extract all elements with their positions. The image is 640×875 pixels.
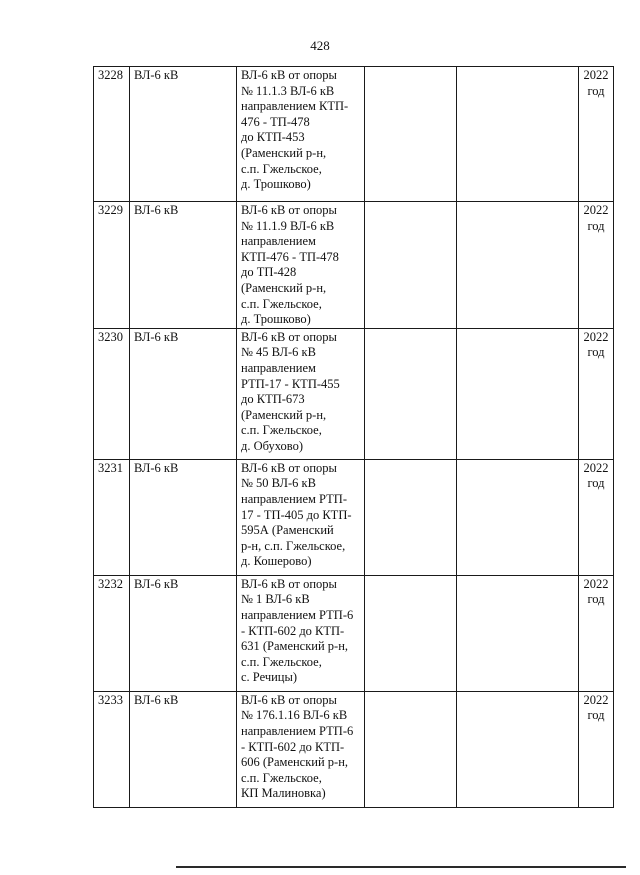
year-value: 2022 [583,692,609,707]
empty-cell [365,575,457,691]
year-value: 2022 [583,576,609,591]
description-line: с. Речицы) [241,670,298,685]
empty-cell [365,691,457,807]
object-description-cell [237,328,365,459]
description-line: № 1 ВЛ-6 кВ [241,592,310,607]
table-row [94,202,614,329]
table-row [94,67,614,202]
description-line: № 176.1.16 ВЛ-6 кВ [241,708,348,723]
row-number-cell: 3231 [94,459,130,575]
description-line: д. Кошерово) [241,554,312,569]
year-value: 2022 [583,329,609,344]
empty-cell [457,328,579,459]
description-line: до ТП-428 [241,265,297,280]
description-line: с.п. Гжельское, [241,770,322,785]
description-line: РТП-17 - КТП-455 [241,376,340,391]
year-unit: год [587,476,605,491]
description-line: 17 - ТП-405 до КТП- [241,507,352,522]
registry-table [93,66,614,808]
description-line: 606 (Раменский р-н, [241,755,349,770]
description-line: направлением [241,360,316,375]
description-line: ВЛ-6 кВ от опоры [241,329,337,344]
empty-cell [365,328,457,459]
year-cell [579,691,614,807]
object-type-cell: ВЛ-6 кВ [130,202,237,329]
year-cell [579,459,614,575]
description-line: д. Трошково) [241,312,311,327]
table-row [94,575,614,691]
year-cell [579,575,614,691]
description-line: направлением РТП-6 [241,723,354,738]
description-line: направлением РТП- [241,491,347,506]
description-line: с.п. Гжельское, [241,654,322,669]
description-line: д. Обухово) [241,438,304,453]
row-number-cell: 3230 [94,328,130,459]
year-cell [579,328,614,459]
description-line: ВЛ-6 кВ от опоры [241,203,337,217]
row-number-cell: 3228 [94,67,130,202]
object-type-cell: ВЛ-6 кВ [130,459,237,575]
year-unit: год [587,83,605,98]
object-description-cell [237,459,365,575]
registry-table-body [94,67,614,808]
description-line: КП Малиновка) [241,786,326,801]
description-line: (Раменский р-н, [241,145,327,160]
year-unit: год [587,345,605,360]
year-value: 2022 [583,460,609,475]
year-unit: год [587,592,605,607]
description-line: направлением [241,234,316,249]
row-number-cell: 3233 [94,691,130,807]
year-value: 2022 [583,68,609,82]
description-line: 631 (Раменский р-н, [241,639,349,654]
description-line: направлением РТП-6 [241,607,354,622]
year-cell [579,67,614,202]
description-line: д. Трошково) [241,177,311,192]
empty-cell [365,202,457,329]
description-line: с.п. Гжельское, [241,161,322,176]
table-row [94,328,614,459]
empty-cell [457,67,579,202]
description-line: № 11.1.9 ВЛ-6 кВ [241,218,335,233]
year-cell [579,202,614,329]
description-line: № 11.1.3 ВЛ-6 кВ [241,83,335,98]
description-line: КТП-476 - ТП-478 [241,249,339,264]
description-line: с.п. Гжельское, [241,423,322,438]
object-description-cell [237,575,365,691]
object-type-cell: ВЛ-6 кВ [130,328,237,459]
table-row [94,459,614,575]
description-line: направлением КТП- [241,99,349,114]
row-number-cell: 3232 [94,575,130,691]
table-row [94,691,614,807]
description-line: 476 - ТП-478 [241,114,310,129]
year-value: 2022 [583,203,609,217]
description-line: до КТП-673 [241,392,305,407]
object-type-cell: ВЛ-6 кВ [130,67,237,202]
empty-cell [365,459,457,575]
footer-rule [176,866,626,868]
object-description-cell [237,67,365,202]
description-line: - КТП-602 до КТП- [241,739,345,754]
description-line: ВЛ-6 кВ от опоры [241,576,337,591]
description-line: ВЛ-6 кВ от опоры [241,460,337,475]
description-line: ВЛ-6 кВ от опоры [241,68,337,82]
object-description-cell [237,202,365,329]
empty-cell [457,575,579,691]
object-description-cell [237,691,365,807]
empty-cell [457,202,579,329]
description-line: ВЛ-6 кВ от опоры [241,692,337,707]
description-line: (Раменский р-н, [241,407,327,422]
description-line: № 50 ВЛ-6 кВ [241,476,316,491]
object-type-cell: ВЛ-6 кВ [130,575,237,691]
description-line: 595А (Раменский [241,523,334,538]
description-line: р-н, с.п. Гжельское, [241,538,346,553]
object-type-cell: ВЛ-6 кВ [130,691,237,807]
year-unit: год [587,708,605,723]
description-line: (Раменский р-н, [241,280,327,295]
empty-cell [457,691,579,807]
empty-cell [457,459,579,575]
page-number: 428 [310,38,330,53]
row-number-cell: 3229 [94,202,130,329]
empty-cell [365,67,457,202]
description-line: с.п. Гжельское, [241,296,322,311]
year-unit: год [587,218,605,233]
description-line: № 45 ВЛ-6 кВ [241,345,316,360]
description-line: - КТП-602 до КТП- [241,623,345,638]
description-line: до КТП-453 [241,130,305,145]
